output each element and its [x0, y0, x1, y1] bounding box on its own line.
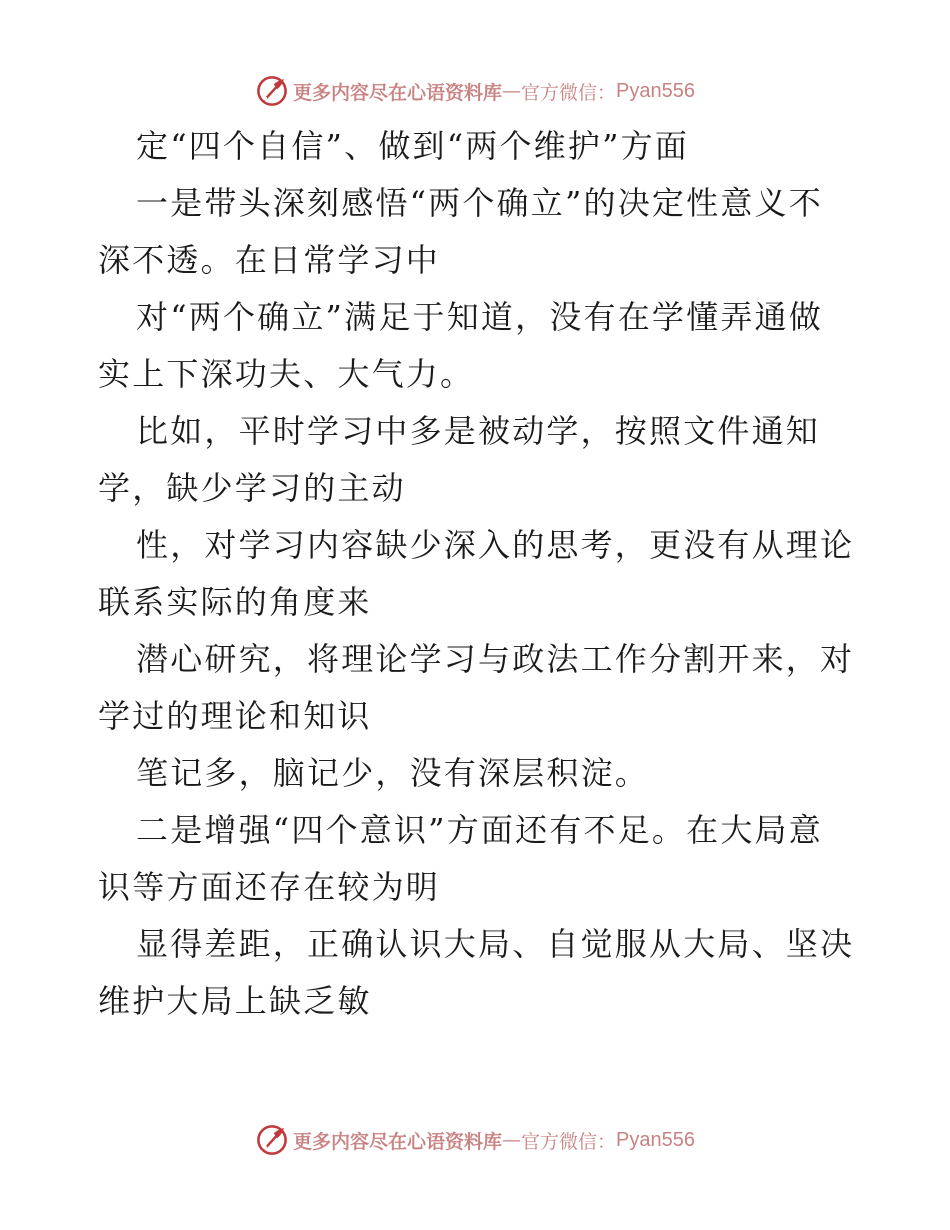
text-line: 对“两个确立”满足于知道，没有在学懂弄通做 — [136, 298, 823, 336]
text-line: 维护大局上缺乏敏 — [98, 982, 372, 1020]
text-line: 学过的理论和知识 — [98, 697, 372, 735]
banner-wechat-label: 官方微信： — [521, 1130, 617, 1153]
banner-dash: — — [502, 80, 522, 102]
text-line: 深不透。在日常学习中 — [98, 241, 441, 279]
text-line: 学，缺少学习的主动 — [98, 469, 406, 507]
banner-wechat-id: Pyan556 — [616, 79, 695, 102]
banner-site-text: 更多内容尽在心语资料库 — [293, 81, 503, 104]
text-line: 定“四个自信”、做到“两个维护”方面 — [136, 127, 690, 165]
text-line: 笔记多，脑记少，没有深层积淀。 — [136, 754, 650, 792]
text-line: 联系实际的角度来 — [98, 583, 372, 621]
header-watermark-banner — [0, 71, 950, 111]
text-line: 识等方面还存在较为明 — [98, 868, 441, 906]
document-body — [98, 118, 858, 1030]
feather-pen-logo-icon — [255, 74, 289, 108]
banner-wechat-id: Pyan556 — [616, 1128, 695, 1151]
text-line: 二是增强“四个意识”方面还有不足。在大局意 — [136, 811, 823, 849]
feather-pen-logo-icon — [255, 1123, 289, 1157]
banner-site-text: 更多内容尽在心语资料库 — [293, 1130, 503, 1153]
text-line: 一是带头深刻感悟“两个确立”的决定性意义不 — [136, 184, 823, 222]
footer-watermark-banner — [0, 1120, 950, 1160]
banner-dash: — — [502, 1129, 522, 1151]
banner-wechat-label: 官方微信： — [521, 81, 617, 104]
text-line: 显得差距，正确认识大局、自觉服从大局、坚决 — [136, 925, 855, 963]
text-line: 潜心研究，将理论学习与政法工作分割开来，对 — [136, 640, 855, 678]
text-line: 性，对学习内容缺少深入的思考，更没有从理论 — [136, 526, 855, 564]
text-line: 实上下深功夫、大气力。 — [98, 355, 475, 393]
text-line: 比如，平时学习中多是被动学，按照文件通知 — [136, 412, 821, 450]
